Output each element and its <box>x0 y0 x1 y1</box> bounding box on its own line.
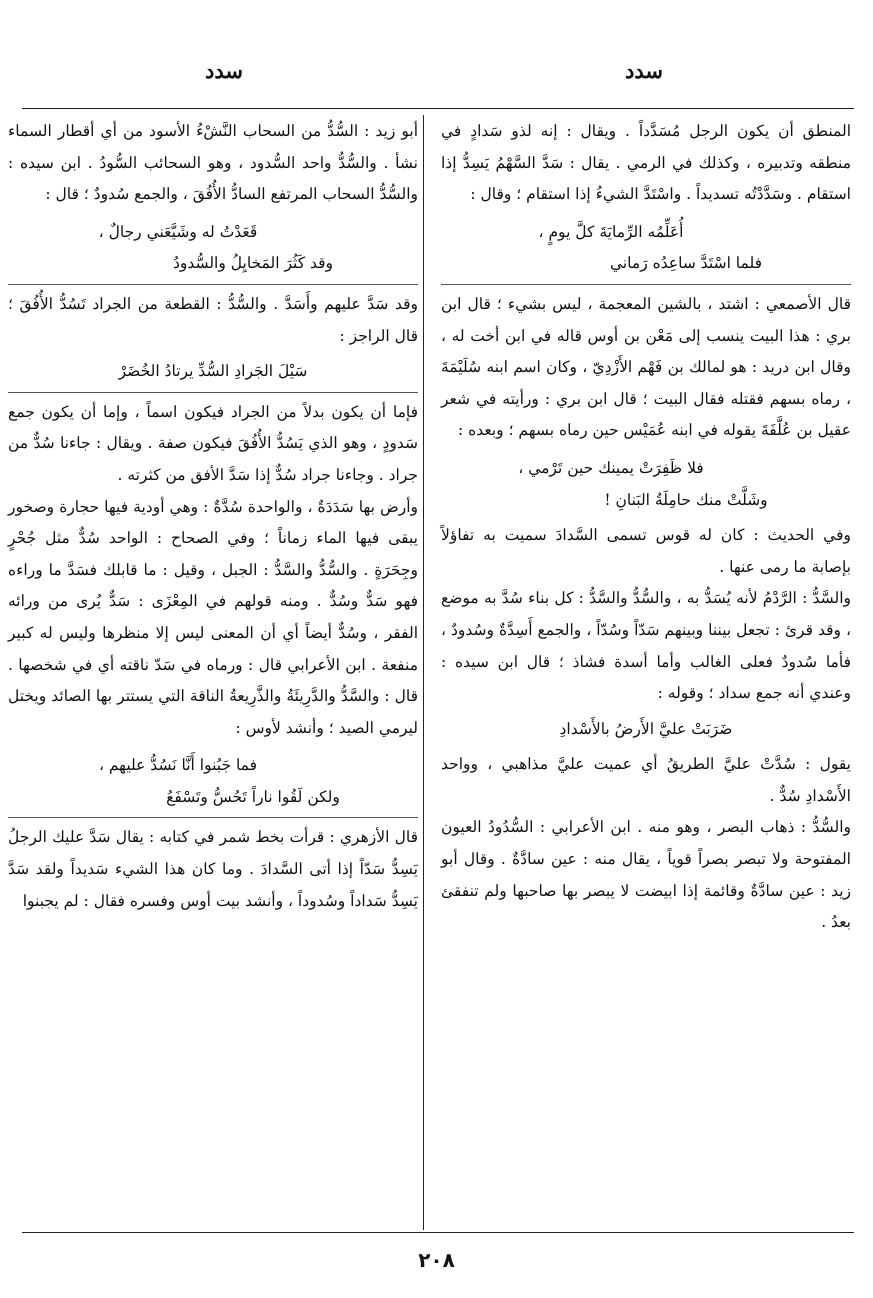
verse-separator <box>8 392 418 393</box>
column-divider <box>423 115 424 1230</box>
poetry-verse <box>441 453 851 516</box>
verse-line: ولكن لَقُوا ناراً تَحُسُّ وتَسْفَعُ <box>166 787 340 806</box>
verse-line: فما جَبُنوا أَنَّا نَسُدُّ عليهم ، <box>98 756 258 775</box>
entry-paragraph: فإما أن يكون بدلاً من الجراد فيكون اسماً ، وإما أن يكون جمع سَدودٍ ، وهو الذي يَسُدُّ الأُفُقَ فيكون صفة . ويقال : جاءنا سُدٌّ من جراد . وجاءنا جراد سُدٌّ إذا سَدَّ الأفق من كثرته . <box>8 402 418 484</box>
footer-rule <box>22 1232 854 1233</box>
entry-paragraph: والسُّدُّ : ذهاب البصر ، وهو منه . ابن الأعرابي : السُّدُودُ العيون المفتوحة ولا تبصر بصراً قوياً ، يقال منه : عين سادَّةٌ . وقال أبو زيد : عين سادَّةٌ وقائمة إذا ابيضت لا يبصر بها صاحبها ولم تنفقئ بعدُ . <box>441 818 851 932</box>
entry-paragraph: قال الأزهري : قرأت بخط شمر في كتابه : يقال سَدَّ عليك الرجلُ يَسِدُّ سَدّاً إذا أتى السَّدادَ . وما كان هذا الشيء سَديداً ولقد سَدَّ يَسِدُّ سَداداً وسُدوداً ، وأنشد بيت أوس وفسره فقال : لم يجبنوا <box>8 828 418 910</box>
entry-paragraph: المنطق أن يكون الرجل مُسَدَّداً . ويقال : إنه لذو سَدادٍ في منطقه وتدبيره ، وكذلك في الرمي . يقال : سَدَّ السَّهْمُ يَسِدُّ إذا استقام . وسَدَّدْتُه تسديداً . واسْتَدَّ الشيءُ إذا استقام ؛ وقال : <box>441 122 851 204</box>
poetry-verse <box>441 217 851 280</box>
entry-paragraph: يقول : سُدَّتْ عليَّ الطريقُ أي عميت عليَّ مذاهبي ، وواحد الأَسْدادِ سُدٌّ . <box>441 755 851 805</box>
verse-line: قَعَدْتُ له وشَيَّعَني رجالٌ ، <box>98 222 258 241</box>
running-headword-right: سدد <box>625 58 663 83</box>
left-column <box>8 116 418 917</box>
entry-paragraph: وأرض بها سَدَدَةٌ ، والواحدة سُدَّةٌ : وهي أودية فيها حجارة وصخور يبقى فيها الماء زماناً ؛ وفي الصحاح : الواحد سُدٌّ مثل جُحْرٍ وجِحَرَةٍ . والسُّدُّ والسَّدُّ : الجبل ، وقيل : ما قابلك فسَدَّ ما وراءه فهو سَدٌّ وسُدٌّ . ومنه قولهم في المِعْزَى : سَدٌّ يُرى من ورائه الفقر ، وسُدٌّ أيضاً أي أن المعنى ليس إلا منظرها وليس له كبير منفعة . ابن الأعرابي قال : ورماه في سَدّ ناقته أي في شخصها . قال : والسَّدُّ والدَّرِيئَةُ والذَّرِيعةُ الناقة التي يستتر بها الصائد ويختل ليرمي الصيد ؛ وأنشد لأوس : <box>8 497 418 737</box>
verse-line: فلا ظَفِرَتْ يمينك حين تَرْمي ، <box>518 458 704 477</box>
entry-paragraph: وقد سَدَّ عليهم وأَسَدَّ . والسُّدُّ : القطعة من الجراد تَسُدُّ الأُفُقَ ؛ قال الراجز : <box>8 294 418 345</box>
verse-line: أُعَلِّمُه الرِّمايَةَ كلَّ يومٍ ، <box>538 222 684 241</box>
page-number: ٢٠٨ <box>418 1248 455 1272</box>
poetry-verse <box>441 714 851 746</box>
right-column <box>441 116 851 939</box>
entry-paragraph: والسَّدُّ : الرَّدْمُ لأنه يُسَدُّ به ، والسُّدُّ والسَّدُّ : كل بناء سُدَّ به موضع ، وقد قرئ : تجعل بيننا وبينهم سَدّاً وسُدّاً ، والجمع أَسِدَّةٌ وسُدودٌ ، فأما سُدودٌ فعلى الغالب وأما أسدة فشاذ ؛ قال ابن سيده : وعندي أنه جمع سداد ؛ وقوله : <box>441 589 851 703</box>
entry-paragraph: وفي الحديث : كان له قوس تسمى السَّدادَ سميت به تفاؤلاً بإصابة ما رمى عنها . <box>441 526 851 576</box>
poetry-verse <box>8 356 418 388</box>
verse-line: وقد كَثُرَ المَخايِلُ والسُّدودُ <box>172 254 334 273</box>
verse-line: فلما اسْتَدَّ ساعِدُه رَماني <box>609 254 763 273</box>
entry-paragraph: قال الأصمعي : اشتد ، بالشين المعجمة ، ليس بشيء ؛ قال ابن بري : هذا البيت ينسب إلى مَعْن بن أوس قاله في ابن أخت له ، وقال ابن دريد : هو لمالك بن فَهْم الأَزْدِيّ ، وكان اسم ابنه سُلَيْمَةَ ، رماه بسهم فقتله فقال البيت ؛ قال ابن بري : ورأيته في شعر عقيل بن عُلَّفَةَ يقوله في ابنه عُمَيْس حين رماه بسهم ؛ وبعده : <box>441 294 851 440</box>
poetry-verse <box>8 217 418 280</box>
running-headword-left: سدد <box>205 58 243 83</box>
verse-separator <box>441 284 851 285</box>
verse-line: وشَلَّتْ منك حامِلَةُ البَنانِ ! <box>604 490 768 509</box>
verse-line: ضَرَبَتْ عليَّ الأَرضُ بالأَسْدادِ <box>559 719 733 738</box>
entry-paragraph: أبو زيد : السُّدُّ من السحاب النَّشْءُ الأسود من أي أقطار السماء نشأ . والسُّدُّ واحد السُّدود ، وهو السحائب السُّودُ . ابن سيده : والسُّدُّ السحاب المرتفع السادُّ الأُفُقَ ، والجمع سُدودٌ ؛ قال : <box>8 122 418 204</box>
verse-line: سَيْلَ الجَرادِ السُّدِّ يرتادُ الخُضَرْ <box>118 362 308 381</box>
verse-separator <box>8 817 418 818</box>
header-rule <box>22 108 854 109</box>
verse-separator <box>8 284 418 285</box>
poetry-verse <box>8 750 418 813</box>
